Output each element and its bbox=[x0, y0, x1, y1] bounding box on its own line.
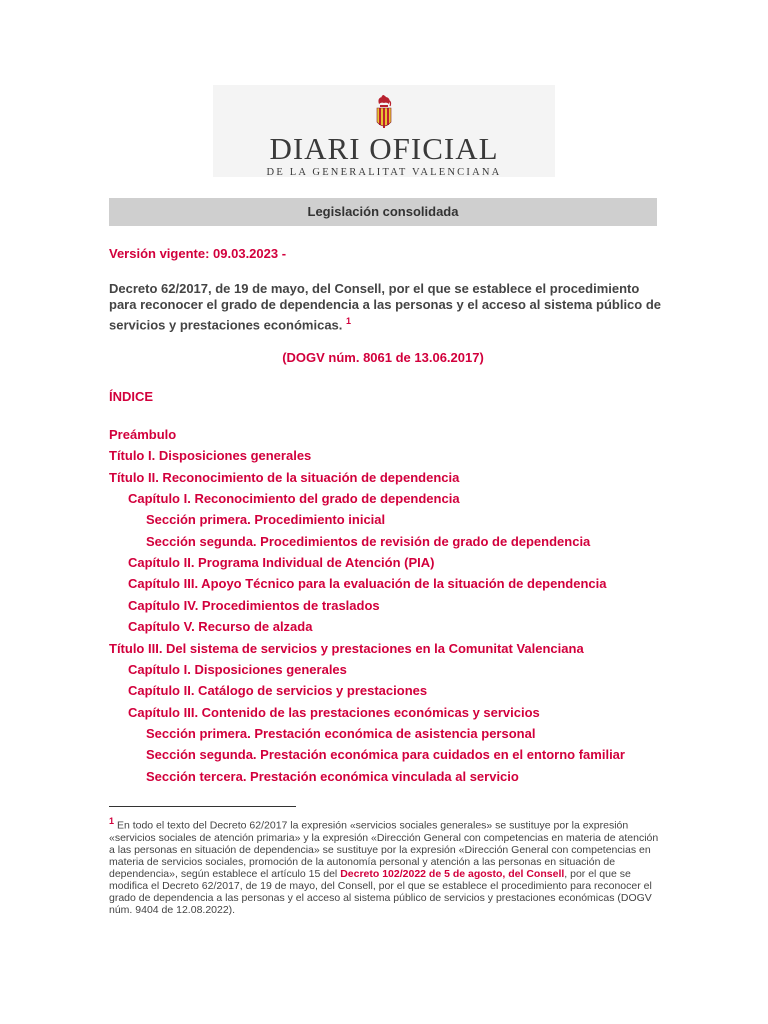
index-item-12[interactable]: Capítulo I. Disposiciones generales bbox=[128, 662, 347, 677]
index-item-8[interactable]: Capítulo III. Apoyo Técnico para la evaluación de la situación de dependencia bbox=[128, 576, 607, 591]
footnote-text-before: En todo el texto del Decreto 62/2017 la expresión «servicios sociales generales» se sustituye por la expresión «servicios sociales de atención primaria» y la expresión «Dirección General con competencias en materia de atención a las personas en situación de dependencia» se sustituye por la expresión «Dirección General con competencias en materia de servicios sociales, promoción de la autonomía personal y atención a las personas en situación de dependencia», según establece el artículo 15 del bbox=[109, 819, 659, 880]
footnote-mark: 1 bbox=[109, 816, 115, 826]
footnote-divider bbox=[109, 806, 296, 807]
index-item-2[interactable]: Título I. Disposiciones generales bbox=[109, 448, 312, 463]
index-item-3[interactable]: Título II. Reconocimiento de la situación de dependencia bbox=[109, 470, 460, 485]
section-banner: Legislación consolidada bbox=[109, 198, 657, 226]
footnote-text-after: , por el que se modifica el Decreto 62/2017, de 19 de mayo, del Consell, por el que se establece el procedimiento para reconocer el grado de dependencia a las personas y el acceso al sistema público de servicios y prestaciones económicas (DOGV núm. 9404 de 12.08.2022). bbox=[109, 867, 652, 916]
brand-subtitle: DE LA GENERALITAT VALENCIANA bbox=[266, 167, 502, 178]
index-item-7[interactable]: Capítulo II. Programa Individual de Atención (PIA) bbox=[128, 555, 435, 570]
footnote-ref[interactable]: 1 bbox=[346, 316, 352, 326]
index-title: ÍNDICE bbox=[109, 389, 154, 404]
index-item-4[interactable]: Capítulo I. Reconocimiento del grado de dependencia bbox=[128, 491, 460, 506]
index-item-5[interactable]: Sección primera. Procedimiento inicial bbox=[146, 512, 386, 527]
index-item-13[interactable]: Capítulo II. Catálogo de servicios y prestaciones bbox=[128, 683, 428, 698]
index-item-17[interactable]: Sección tercera. Prestación económica vinculada al servicio bbox=[146, 769, 519, 784]
index-item-16[interactable]: Sección segunda. Prestación económica para cuidados en el entorno familiar bbox=[146, 747, 625, 762]
index-item-11[interactable]: Título III. Del sistema de servicios y prestaciones en la Comunitat Valenciana bbox=[109, 641, 584, 656]
footnote bbox=[109, 815, 661, 916]
index-item-14[interactable]: Capítulo III. Contenido de las prestaciones económicas y servicios bbox=[128, 705, 540, 720]
brand-logo bbox=[200, 132, 568, 180]
index-item-15[interactable]: Sección primera. Prestación económica de asistencia personal bbox=[146, 726, 536, 741]
index-item-10[interactable]: Capítulo V. Recurso de alzada bbox=[128, 619, 313, 634]
version-label: Versión vigente: 09.03.2023 - bbox=[109, 246, 287, 261]
dogv-reference: (DOGV núm. 8061 de 13.06.2017) bbox=[282, 350, 484, 365]
index-item-6[interactable]: Sección segunda. Procedimientos de revisión de grado de dependencia bbox=[146, 534, 591, 549]
decree-text: Decreto 62/2017, de 19 de mayo, del Consell, por el que se establece el procedimiento para reconocer el grado de dependencia a las personas y el acceso al sistema público de servicios y prestaciones económicas. bbox=[109, 281, 662, 333]
footnote-decree-link[interactable]: Decreto 102/2022 de 5 de agosto, del Consell bbox=[340, 867, 565, 880]
decree-title bbox=[109, 281, 661, 333]
index-item-9[interactable]: Capítulo IV. Procedimientos de traslados bbox=[128, 598, 380, 613]
brand-title: DIARI OFICIAL bbox=[269, 131, 499, 166]
index-item-1[interactable]: Preámbulo bbox=[109, 427, 177, 442]
